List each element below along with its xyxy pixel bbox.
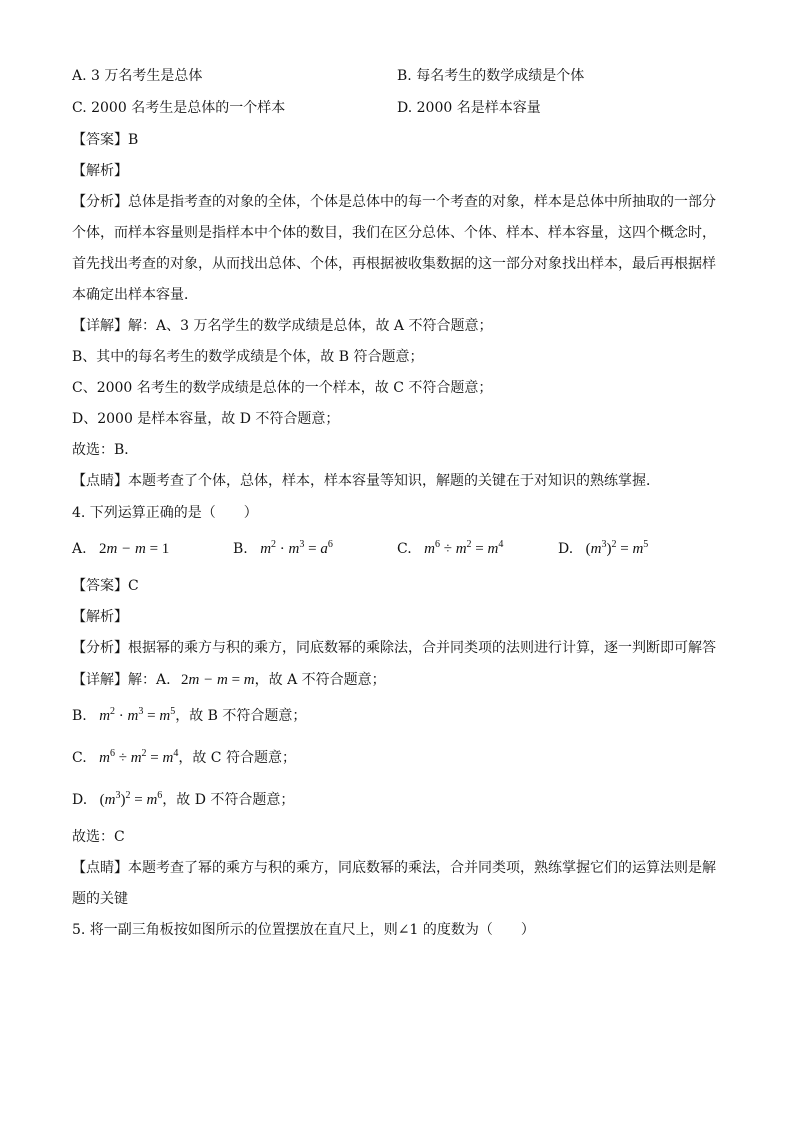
q4-detail-b: B. $m^2 \cdot m^3 = m^5$，故 B 不符合题意； [72,706,307,724]
q4-option-label: A. [72,541,87,557]
q5-stem: 5. 将一副三角板按如图所示的位置摆放在直尺上，则∠1 的度数为（ ） [72,922,535,938]
q3-answer: 【答案】B [72,132,139,148]
q4-detail-c-formula: $m^6 \div m^2 = m^4$ [99,748,179,766]
q3-detail-line: 【详解】解：A、3 万名学生的数学成绩是总体，故 A 不符合题意； [72,318,493,334]
q4-detail-a: 【详解】解：A. 2m − m = m，故 A 不符合题意； [72,672,386,688]
q4-comment-line: 题的关键 [72,891,128,907]
q4-detail-c: C. $m^6 \div m^2 = m^4$，故 C 符合题意； [72,748,296,766]
q3-fenxi-line: 首先找出考查的对象，从而找出总体、个体，再根据被收集数据的这一部分对象找出样本，最后再根据样 [72,256,716,272]
q3-detail-line: C、2000 名考生的数学成绩是总体的一个样本，故 C 不符合题意； [72,380,493,396]
q3-option-b: B. 每名考生的数学成绩是个体 [397,68,585,84]
q4-detail-b-formula: $m^2 \cdot m^3 = m^5$ [99,706,176,724]
q3-comment: 【点睛】本题考查了个体，总体，样本，样本容量等知识，解题的关键在于对知识的熟练掌握． [72,473,660,489]
q4-analysis-label: 【解析】 [72,609,128,625]
q4-option-label: D. [558,541,574,557]
q4-detail-a-formula: 2m − m = m [181,672,255,688]
q4-detail-d: D. $(m^3)^2 = m^6$，故 D 不符合题意； [72,790,295,808]
q4-option-d-formula: $(m^3)^2 = m^5$ [585,539,649,557]
q4-detail-d-formula: $(m^3)^2 = m^6$ [99,790,163,808]
q3-detail-line: B、其中的每名考生的数学成绩是个体，故 B 符合题意； [72,349,424,365]
q4-choice: 故选：C [72,829,125,845]
q4-option-label: B. [233,541,248,557]
q3-option-c: C. 2000 名考生是总体的一个样本 [72,100,286,116]
q4-fenxi: 【分析】根据幂的乘方与积的乘方，同底数幂的乘除法，合并同类项的法则进行计算，逐一判断即可解答 [72,640,716,656]
q3-fenxi-line: 个体，而样本容量则是指样本中个体的数目，我们在区分总体、个体、样本、样本容量，这四个概念时， [72,225,716,241]
q3-detail-line: D、2000 是样本容量，故 D 不符合题意； [72,411,340,427]
q3-fenxi-line: 【分析】总体是指考查的对象的全体，个体是总体中的每一个考查的对象，样本是总体中所抽取的一部分 [72,194,716,210]
q4-option-b-formula: $m^2 \cdot m^3 = a^6$ [260,539,333,557]
q4-option-a [72,539,169,559]
q4-option-d [558,539,648,559]
q4-option-b [233,539,333,559]
q4-option-label: C. [397,541,412,557]
q4-stem: 4. 下列运算正确的是（ ） [72,505,258,521]
q3-option-d: D. 2000 名是样本容量 [397,100,541,116]
q4-option-a-formula: 2m − m = 1 [99,541,170,557]
q3-option-a: A. 3 万名考生是总体 [72,68,203,84]
q4-answer: 【答案】C [72,578,139,594]
q3-fenxi-line: 本确定出样本容量． [72,287,198,303]
q3-analysis-label: 【解析】 [72,163,128,179]
q3-choice: 故选：B． [72,442,139,458]
q4-comment-line: 【点睛】本题考查了幂的乘方与积的乘方，同底数幂的乘法，合并同类项，熟练掌握它们的运算法则是解 [72,860,716,876]
q4-option-c [397,539,503,559]
q4-option-c-formula: $m^6 \div m^2 = m^4$ [424,539,504,557]
